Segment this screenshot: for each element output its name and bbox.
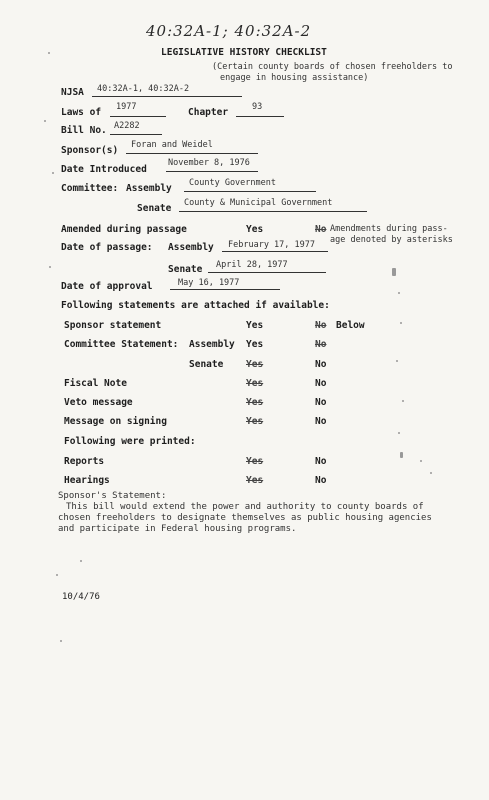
- subtitle-line-1: (Certain county boards of chosen freeholders to: [212, 62, 453, 72]
- chapter-label: Chapter: [188, 107, 229, 118]
- njsa-label: NJSA: [61, 87, 84, 98]
- printed-row-yes: Yes: [246, 456, 264, 467]
- committee-senate-underline: [179, 211, 367, 212]
- date-approval-underline: [170, 289, 280, 290]
- printed-row-label: Reports: [64, 456, 105, 467]
- statement-row-label: Committee Statement:: [64, 339, 179, 350]
- statement-row-label: Sponsor statement: [64, 320, 162, 331]
- passage-senate-label: Senate: [168, 264, 203, 275]
- subtitle-line-2: engage in housing assistance): [220, 73, 369, 83]
- statement-row-sub: Assembly: [189, 339, 235, 350]
- sponsor-statement-line-2: chosen freeholders to designate themselves as public housing agencies: [58, 513, 432, 523]
- statement-row-no: No: [315, 378, 327, 389]
- printed-row-no: No: [315, 456, 327, 467]
- sponsor-statement-line-1: This bill would extend the power and authority to county boards of: [66, 502, 424, 512]
- printed-row-label: Hearings: [64, 475, 110, 486]
- statements-heading: Following statements are attached if available:: [61, 300, 330, 311]
- date-approval-label: Date of approval: [61, 281, 153, 292]
- passage-senate-value: April 28, 1977: [216, 260, 288, 270]
- laws-label: Laws of: [61, 107, 102, 118]
- bill-underline: [110, 134, 162, 135]
- passage-assembly-underline: [222, 251, 328, 252]
- printed-heading: Following were printed:: [64, 436, 196, 447]
- printed-row-no: No: [315, 475, 327, 486]
- passage-assembly-value: February 17, 1977: [228, 240, 315, 250]
- statement-row-sub: Senate: [189, 359, 224, 370]
- statement-row-yes: Yes: [246, 378, 264, 389]
- statement-row-label: Message on signing: [64, 416, 167, 427]
- statement-row-label: Veto message: [64, 397, 133, 408]
- date-introduced-value: November 8, 1976: [168, 158, 250, 168]
- committee-assembly-underline: [184, 191, 316, 192]
- njsa-value: 40:32A-1, 40:32A-2: [97, 84, 190, 94]
- amended-no: No: [315, 224, 327, 235]
- amended-yes: Yes: [246, 224, 264, 235]
- statement-row-yes: Yes: [246, 359, 264, 370]
- statement-row-yes: Yes: [246, 320, 264, 331]
- statement-row-no: No: [315, 339, 327, 350]
- sponsors-underline: [126, 153, 258, 154]
- statement-row-no: No: [315, 397, 327, 408]
- statement-row-yes: Yes: [246, 416, 264, 427]
- amended-note-line-2: age denoted by asterisks: [330, 235, 453, 245]
- committee-senate-label: Senate: [137, 203, 172, 214]
- date-introduced-label: Date Introduced: [61, 164, 147, 175]
- amended-label: Amended during passage: [61, 224, 187, 235]
- statement-row-no: No: [315, 359, 327, 370]
- chapter-underline: [236, 116, 284, 117]
- sponsor-statement-line-3: and participate in Federal housing programs.: [58, 524, 297, 534]
- bill-label: Bill No.: [61, 125, 107, 136]
- laws-value: 1977: [116, 102, 137, 112]
- committee-assembly-label: Assembly: [126, 183, 172, 194]
- passage-senate-underline: [208, 272, 326, 273]
- bill-value: A2282: [114, 121, 140, 131]
- chapter-value: 93: [252, 102, 263, 112]
- njsa-underline: [92, 96, 242, 97]
- page-title: LEGISLATIVE HISTORY CHECKLIST: [161, 47, 327, 58]
- statement-row-yes: Yes: [246, 397, 264, 408]
- laws-underline: [110, 116, 166, 117]
- statement-row-label: Fiscal Note: [64, 378, 127, 389]
- date-passage-label: Date of passage:: [61, 242, 153, 253]
- committee-senate-value: County & Municipal Government: [184, 198, 333, 208]
- committee-assembly-value: County Government: [189, 178, 276, 188]
- footer-date: 10/4/76: [62, 592, 100, 602]
- date-approval-value: May 16, 1977: [178, 278, 240, 288]
- statement-row-extra: Below: [336, 320, 365, 331]
- committee-label: Committee:: [61, 183, 119, 194]
- passage-assembly-label: Assembly: [168, 242, 214, 253]
- statement-row-yes: Yes: [246, 339, 264, 350]
- sponsor-statement-heading: Sponsor's Statement:: [58, 491, 167, 501]
- amended-note-line-1: Amendments during pass-: [330, 224, 448, 234]
- printed-row-yes: Yes: [246, 475, 264, 486]
- statement-row-no: No: [315, 320, 327, 331]
- date-introduced-underline: [166, 171, 258, 172]
- sponsors-label: Sponsor(s): [61, 145, 119, 156]
- sponsors-value: Foran and Weidel: [131, 140, 213, 150]
- handwritten-statute-code: 40:32A-1; 40:32A-2: [146, 22, 312, 40]
- statement-row-no: No: [315, 416, 327, 427]
